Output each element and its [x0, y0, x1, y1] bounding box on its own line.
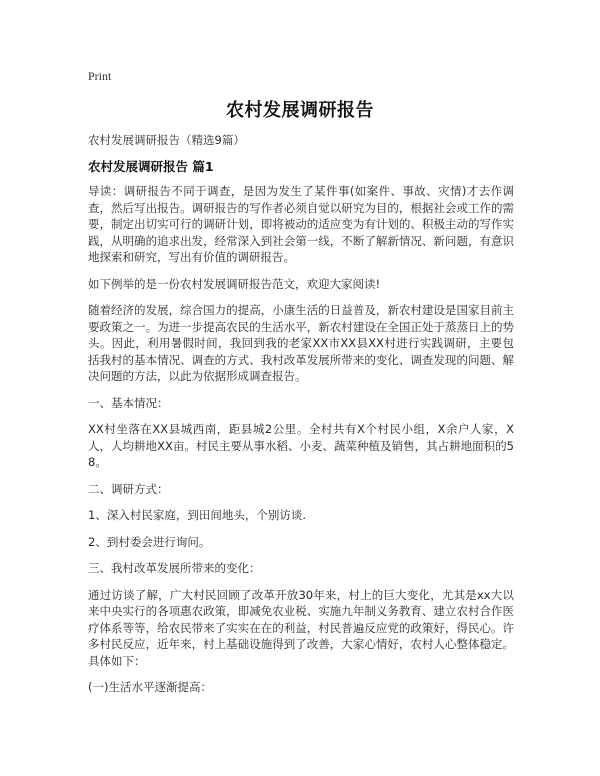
heading-changes: 三、我村改革发展所带来的变化：: [88, 561, 261, 575]
list-item-method-1: 1、深入村民家庭，到田间地头，个别访谈.: [88, 508, 306, 522]
paragraph-example-note: 如下例举的是一份农村发展调研报告范文，欢迎大家阅读!: [88, 276, 381, 291]
subheading-living-standard: (一)生活水平逐渐提高：: [88, 680, 212, 694]
heading-basic-info: 一、基本情况：: [88, 395, 169, 410]
document-subtitle: 农村发展调研报告（精选9篇）: [88, 133, 245, 147]
print-label[interactable]: Print: [88, 69, 112, 83]
section-title: 农村发展调研报告 篇1: [88, 158, 214, 174]
paragraph-background: 随着经济的发展，综合国力的提高，小康生活的日益普及，新农村建设是国家目前主要政策之一。为进一步提高农民的生活水平，新农村建设在全国正处于蒸蒸日上的势头。因此，利用暑假时间，我回到我的老家XX市XX县XX村进行实践调研，主要包括我村的基本情况、调查的方式、我村改革发展所带来的变化、调查发现的问题、解决问题的方法，以此为依据形成调查报告。: [88, 303, 514, 383]
paragraph-basic-info: XX村坐落在XX县城西南，距县城2公里。全村共有X个村民小组，X余户人家，X人，人均耕地XX亩。村民主要从事水稻、小麦、蔬菜种植及销售，其占耕地面积的58。: [88, 422, 514, 469]
list-item-method-2: 2、到村委会进行询问。: [88, 534, 211, 549]
document-body: [88, 132, 514, 706]
paragraph-changes: 通过访谈了解，广大村民回顾了改革开放30年来，村上的巨大变化，尤其是xx大以来中央实行的各项惠农政策，即减免农业税、实施九年制义务教育、建立农村合作医疗体系等等，给农民带来了实实在在的利益，村民普遍反应党的政策好，得民心。许多村民反应，近年来，村上基础设施得到了改善，大家心情好，农村人心整体稳定。具体如下：: [88, 587, 514, 668]
paragraph-intro: 导读：调研报告不同于调查，是因为发生了某件事(如案件、事故、灾情)才去作调查，然后写出报告。调研报告的写作者必须自觉以研究为目的，根据社会或工作的需要，制定出切实可行的调研计划，即将被动的适应变为有计划的、积极主动的写作实践，从明确的追求出发，经常深入到社会第一线，不断了解新情况、新问题，有意识地探索和研究，写出有价值的调研报告。: [88, 184, 514, 264]
document-title: 农村发展调研报告: [226, 100, 374, 121]
heading-research-method: 二、调研方式：: [88, 481, 169, 496]
